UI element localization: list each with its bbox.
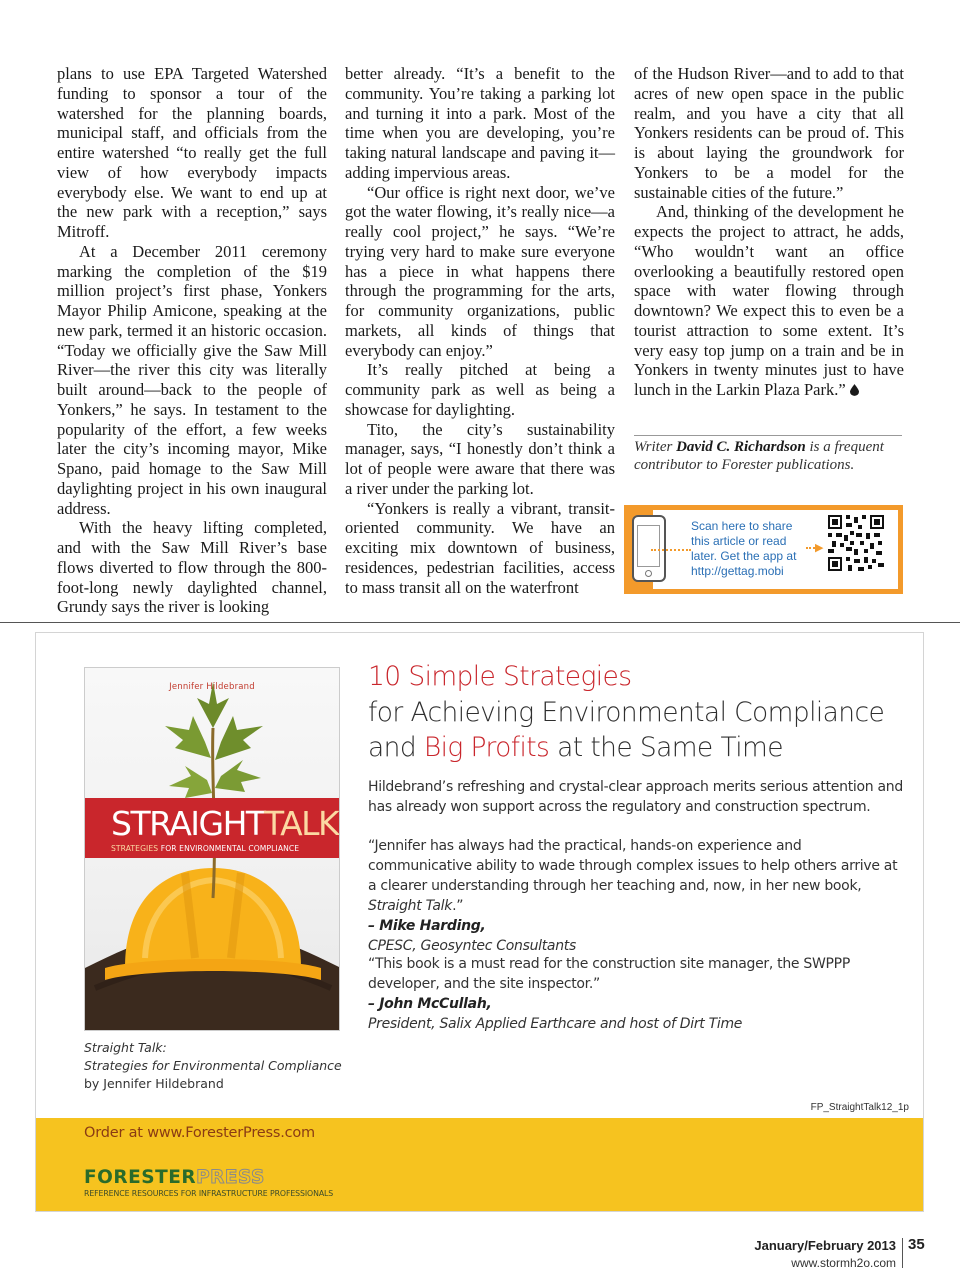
divider [634, 435, 902, 436]
testimonial-text [368, 836, 908, 916]
writer-name: David C. Richardson [676, 439, 806, 455]
testimonial-body: “Jennifer has always had the practical, hands-on experience and communicative ability to wade through complex issues to help others arrive at a clearer understanding through her teaching and, now, in her new book, [368, 838, 898, 894]
testimonial-book: Straight Talk [368, 898, 453, 914]
headline-line-3 [368, 730, 908, 766]
order-link[interactable]: Order at www.ForesterPress.com [84, 1125, 315, 1141]
testimonial-end: .” [452, 898, 464, 914]
page-number: 35 [908, 1236, 925, 1253]
article-paragraph: Tito, the city’s sustainability manager, says, “I honestly don’t think a lot of people were aware that there was a river under the parking lot. [345, 419, 615, 498]
testimonial-1 [368, 836, 908, 956]
headline-line-2: for Achieving Environmental Compliance [368, 696, 885, 728]
article-column-1 [57, 64, 327, 617]
article-paragraph: plans to use EPA Targeted Watershed funding to sponsor a tour of the watershed for the planning boards, municipal staff, and officials from the entire watershed “to really get the full view of how everybody impacts everybody else. We want to end up at the new park with a reception,” says Mitroff. [57, 64, 327, 241]
book-title-straight: STRAIGHT [111, 804, 264, 843]
article-paragraph: It’s really pitched at being a community park as well as being a showcase for daylighting. [345, 360, 615, 419]
article-paragraph: At a December 2011 ceremony marking the completion of the $19 million project’s first phase, Yonkers Mayor Philip Amicone, speaking at the new park, termed it an historic occasion. “Today we officially give the Saw Mill River—the river this city was literally built around—back to the people of Yonkers,” he says. In testament to the popularity of the effort, a few weeks later the city’s incoming mayor, Mike Spano, paid homage to the Saw Mill daylighting project in his own inaugural address. [57, 241, 327, 518]
article-paragraph: “Our office is right next door, we’ve got the water flowing, it’s really nice—a really cool project,” he says. “We’re trying very hard to make sure everyone has a piece in what happens there through the programming for the arts, for community organizations, public markets, all kinds of things that everybody can enjoy.” [345, 182, 615, 360]
forester-press-logo [84, 1168, 265, 1188]
testimonial-role: President, Salix Applied Earthcare and host of Dirt Time [368, 1016, 743, 1032]
book-cover [84, 667, 340, 1031]
testimonial-role: CPESC, Geosyntec Consultants [368, 938, 576, 954]
writer-prefix: Writer [634, 439, 677, 455]
testimonial-2 [368, 954, 908, 1034]
caption-subtitle: Strategies for Environmental Compliance [84, 1058, 342, 1073]
book-title-talk: TALK [263, 804, 339, 843]
ad-code: FP_StraightTalk12_1p [810, 1102, 909, 1113]
caption-author: by Jennifer Hildebrand [84, 1076, 224, 1091]
water-drop-icon [850, 384, 859, 396]
issue-date: January/February 2013 [754, 1238, 896, 1253]
caption-title: Straight Talk: [84, 1040, 167, 1055]
article-paragraph: With the heavy lifting completed, and with the Saw Mill River’s base flows diverted to flow through the 800-foot-long newly daylighted channel, Grundy says the river is looking [57, 518, 327, 617]
article-paragraph: “Yonkers is really a vibrant, transit-oriented community. We have an exciting mix downtown of business, residences, pedestrian facilities, access to mass transit all on the waterfront [345, 498, 615, 597]
writer-suffix: is a frequent contributor to Forester publications. [634, 439, 884, 473]
headline-and: and [368, 732, 424, 763]
article-paragraph: of the Hudson River—and to add to that acres of new open space in the public realm, and you have a city that all Yonkers residents can be proud of. This is about laying the groundwork for Yonkers to be a model for the sustainable cities of the future.” [634, 64, 904, 202]
testimonial-text: “This book is a must read for the construction site manager, the SWPPP developer, and the site inspector.” [368, 956, 850, 992]
dotted-line [651, 549, 691, 551]
book-title [111, 804, 338, 843]
logo-forester: FORESTER [84, 1167, 197, 1188]
headline-big-profits: Big Profits [423, 732, 550, 763]
arrow-right-icon: ▶ [815, 541, 824, 554]
book-subtitle [111, 844, 299, 853]
scan-tag-box[interactable] [624, 505, 903, 594]
writer-bio [634, 438, 902, 474]
article-paragraph: better already. “It’s a benefit to the community. You’re taking a parking lot and turning it into a park. Most of the time when you are developing, you’re taking natural landscape and paving it—adding impervious areas. [345, 64, 615, 182]
divider [902, 1238, 903, 1268]
headline-line-1: 10 Simple Strategies [368, 661, 632, 692]
advertisement [35, 632, 924, 1212]
article-column-2 [345, 64, 615, 597]
headline-same-time: at the Same Time [549, 732, 783, 763]
divider [0, 622, 960, 623]
logo-tagline: REFERENCE RESOURCES FOR INFRASTRUCTURE PROFESSIONALS [84, 1189, 334, 1198]
book-subtitle-strategies: STRATEGIES [111, 844, 159, 853]
testimonial-name: – Mike Harding, [368, 918, 486, 934]
book-subtitle-rest: FOR ENVIRONMENTAL COMPLIANCE [158, 844, 300, 853]
book-author: Jennifer Hildebrand [169, 682, 255, 692]
ad-blurb: Hildebrand’s refreshing and crystal-clear approach merits serious attention and has already won support across the regulatory and construction spectrum. [368, 779, 903, 815]
article-paragraph-text: And, thinking of the development he expects the project to attract, he adds, “Who wouldn’t want an office overlooking a beautifully restored open space with water flowing through downtown? We expect this to even be a tourist attraction to some extent. It’s very easy top jump on a train and be in Yonkers in twenty minutes just to have lunch in the Larkin Plaza Park.” [634, 202, 904, 399]
ad-headline [368, 659, 908, 766]
book-caption [84, 1039, 342, 1093]
site-url[interactable]: www.stormh2o.com [791, 1256, 896, 1270]
testimonial-name: – John McCullah, [368, 996, 492, 1012]
scan-tag-text[interactable]: Scan here to share this article or read later. Get the app at http://gettag.mobi [691, 519, 797, 578]
qr-code-icon[interactable] [828, 515, 884, 571]
article-paragraph [634, 202, 904, 400]
logo-press: PRESS [196, 1167, 265, 1188]
article-column-3 [634, 64, 904, 400]
